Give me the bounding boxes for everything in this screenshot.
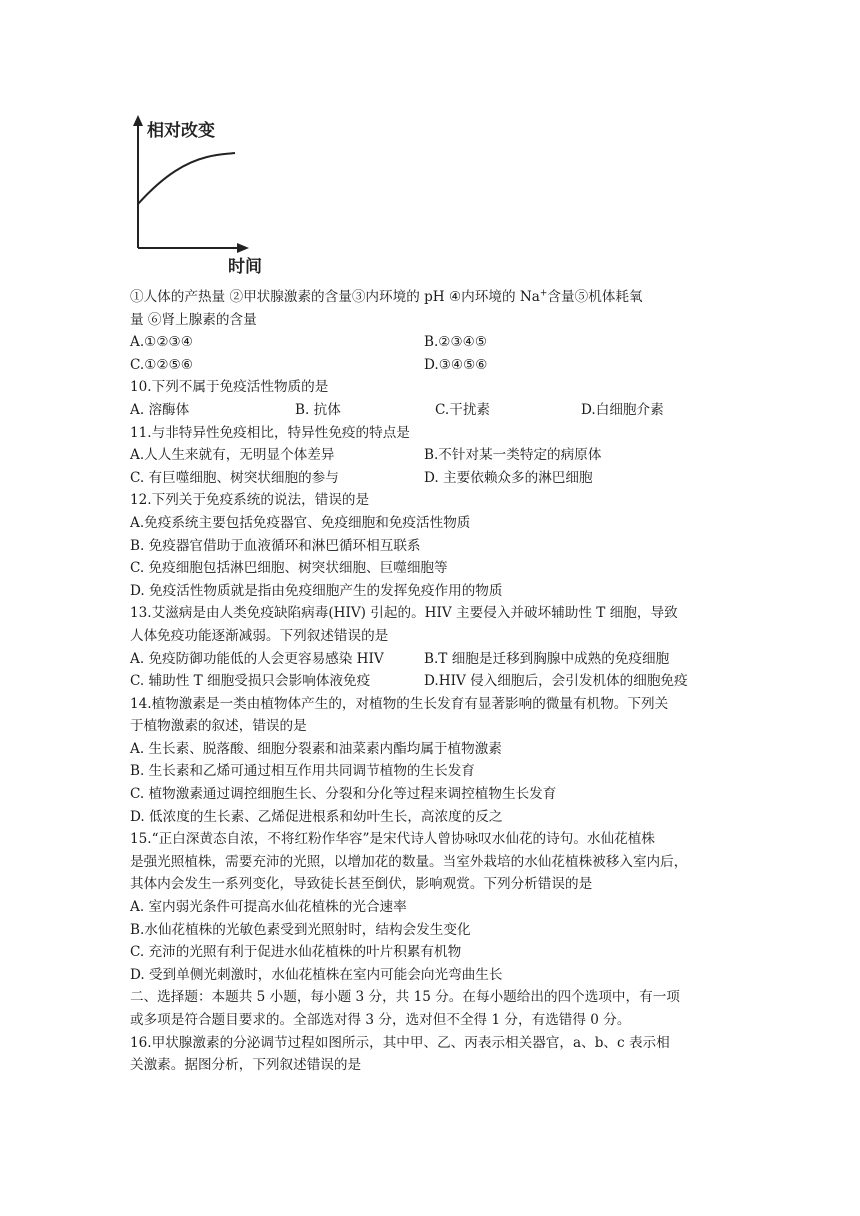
relative-change-graph xyxy=(125,112,265,277)
q12-option-d: D. 免疫活性物质就是指由免疫细胞产生的发挥免疫作用的物质 xyxy=(130,582,503,599)
q15-option-d: D. 受到单侧光刺激时，水仙花植株在室内可能会向光弯曲生长 xyxy=(130,966,503,983)
q11-option-c: C. 有巨噬细胞、树突状细胞的参与 xyxy=(130,469,339,486)
q11-option-b: B.不针对某一类特定的病原体 xyxy=(424,447,602,464)
q13-stem-line1: 13.艾滋病是由人类免疫缺陷病毒(HIV) 引起的。HIV 主要侵入并破坏辅助性 T 细胞，导致 xyxy=(130,605,678,622)
trend-curve xyxy=(138,153,235,204)
q9-option-b: B.②③④⑤ xyxy=(424,334,488,351)
q15-option-c: C. 充沛的光照有利于促进水仙花植株的叶片积累有机物 xyxy=(130,944,462,961)
q15-stem-line1: 15.“正白深黄态自浓，不将红粉作华容”是宋代诗人曾协咏叹水仙花的诗句。水仙花植株 xyxy=(130,831,655,848)
questions-text xyxy=(130,286,740,1077)
q14-stem-line2: 于植物激素的叙述，错误的是 xyxy=(130,718,307,735)
q9-option-d: D.③④⑤⑥ xyxy=(424,356,488,373)
q14-option-c: C. 植物激素通过调控细胞生长、分裂和分化等过程来调控植物生长发育 xyxy=(130,786,557,803)
q10-option-d: D.白细胞介素 xyxy=(581,401,664,418)
x-axis-label: 时间 xyxy=(228,257,262,277)
q13-stem-line2: 人体免疫功能逐渐减弱。下列叙述错误的是 xyxy=(130,627,389,644)
y-axis-label: 相对改变 xyxy=(147,121,215,141)
q9-items-line1 xyxy=(130,286,740,309)
q14-option-d: D. 低浓度的生长素、乙烯促进根系和幼叶生长，高浓度的反之 xyxy=(130,808,503,825)
q9-items-text: ①人体的产热量 ②甲状腺激素的含量③内环境的 pH ④内环境的 Na xyxy=(130,289,540,305)
q10-option-b: B. 抗体 xyxy=(295,401,341,418)
y-axis-arrow xyxy=(133,115,143,126)
q9-items-line2: 量 ⑥肾上腺素的含量 xyxy=(130,311,257,328)
q12-option-a: A.免疫系统主要包括免疫器官、免疫细胞和免疫活性物质 xyxy=(130,514,471,531)
q14-stem-line1: 14.植物激素是一类由植物体产生的，对植物的生长发育有显著影响的微量有机物。下列关 xyxy=(130,695,669,712)
q13-option-c: C. 辅助性 T 细胞受损只会影响体液免疫 xyxy=(130,673,371,690)
q12-option-b: B. 免疫器官借助于血液循环和淋巴循环相互联系 xyxy=(130,537,421,554)
q11-option-d: D. 主要依赖众多的淋巴细胞 xyxy=(424,469,593,486)
q11-option-a: A.人人生来就有，无明显个体差异 xyxy=(130,447,335,464)
q15-stem-line2: 是强光照植株，需要充沛的光照，以增加花的数量。当室外栽培的水仙花植株被移入室内后， xyxy=(130,853,688,870)
q14-option-a: A. 生长素、脱落酸、细胞分裂素和油菜素内酯均属于植物激素 xyxy=(130,740,502,757)
q15-option-b: B.水仙花植株的光敏色素受到光照射时，结构会发生变化 xyxy=(130,921,471,938)
q13-option-d: D.HIV 侵入细胞后，会引发机体的细胞免疫 xyxy=(424,673,688,690)
q9-option-c: C.①②⑤⑥ xyxy=(130,356,193,373)
q12-stem: 12.下列关于免疫系统的说法，错误的是 xyxy=(130,492,370,509)
q11-options-row1 xyxy=(130,444,740,467)
q11-stem: 11.与非特异性免疫相比，特异性免疫的特点是 xyxy=(130,424,410,441)
q15-stem-line3: 其体内会发生一系列变化，导致徒长甚至倒伏，影响观赏。下列分析错误的是 xyxy=(130,876,593,893)
q13-option-b: B.T 细胞是迁移到胸腺中成熟的免疫细胞 xyxy=(424,650,670,667)
q9-options-row1 xyxy=(130,331,740,354)
q15-option-a: A. 室内弱光条件可提高水仙花植株的光合速率 xyxy=(130,899,407,916)
q10-option-c: C.干扰素 xyxy=(435,401,491,418)
q10-options xyxy=(130,399,740,422)
q16-stem-line1: 16.甲状腺激素的分泌调节过程如图所示，其中甲、乙、丙表示相关器官，a、b、c 表示相 xyxy=(130,1034,670,1051)
q9-options-row2 xyxy=(130,354,740,377)
q11-options-row2 xyxy=(130,467,740,490)
q9-items-text-end: 含量⑤机体耗氧 xyxy=(547,289,643,305)
section2-heading-line2: 或多项是符合题目要求的。全部选对得 3 分，选对但不全得 1 分，有选错得 0 分。 xyxy=(130,1012,631,1028)
section2-heading-line1: 二、选择题：本题共 5 小题，每小题 3 分，共 15 分。在每小题给出的四个选项中，有一项 xyxy=(130,989,680,1006)
q13-options-row2 xyxy=(130,670,740,693)
q13-options-row1 xyxy=(130,648,740,671)
q10-stem: 10.下列不属于免疫活性物质的是 xyxy=(130,379,329,396)
q12-option-c: C. 免疫细胞包括淋巴细胞、树突状细胞、巨噬细胞等 xyxy=(130,560,448,577)
q10-option-a: A. 溶酶体 xyxy=(130,401,190,418)
q14-option-b: B. 生长素和乙烯可通过相互作用共同调节植物的生长发育 xyxy=(130,763,475,780)
q9-option-a: A.①②③④ xyxy=(130,334,193,351)
q16-stem-line2: 关激素。据图分析，下列叙述错误的是 xyxy=(130,1057,362,1074)
q13-option-a: A. 免疫防御功能低的人会更容易感染 HIV xyxy=(130,650,384,667)
q9-items-superscript: + xyxy=(539,288,548,299)
